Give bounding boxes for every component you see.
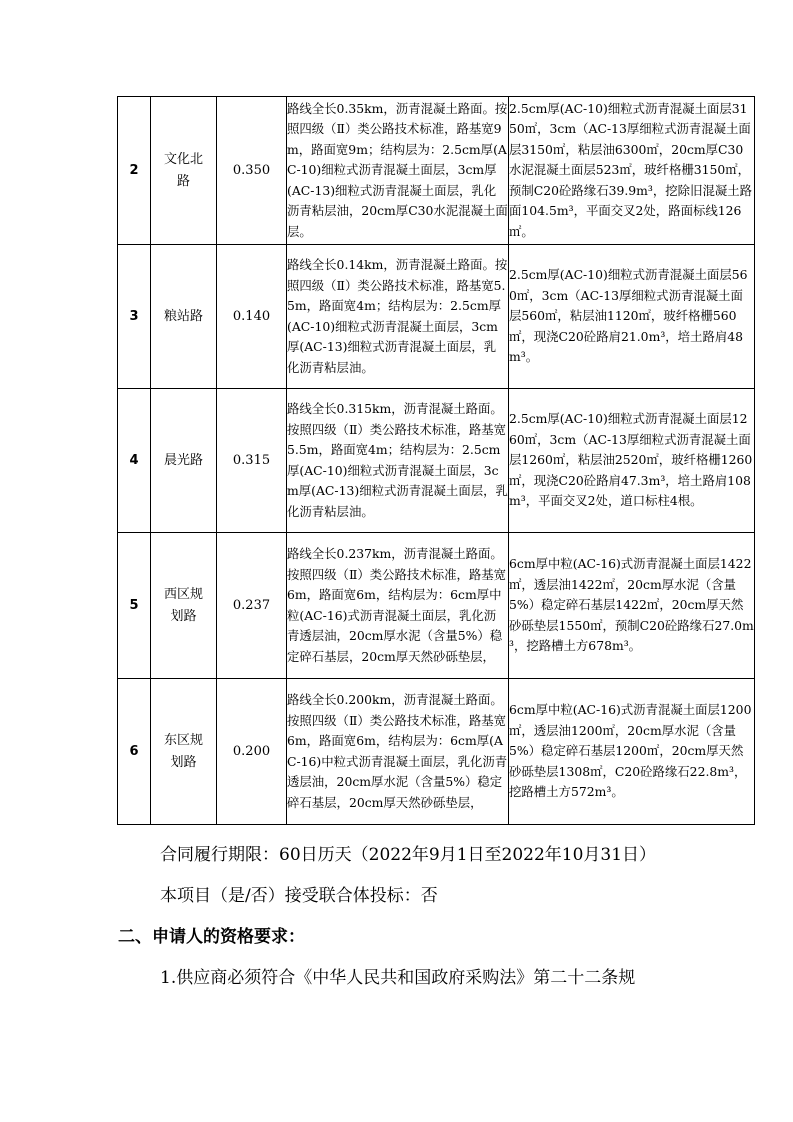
road-length: 0.350 — [217, 97, 287, 245]
contract-period: 合同履行期限：60日历天（2022年9月1日至2022年10月31日） — [160, 845, 657, 865]
row-number: 4 — [118, 389, 151, 533]
row-number: 2 — [118, 97, 151, 245]
row-number: 5 — [118, 533, 151, 679]
table-row — [118, 245, 755, 389]
road-length: 0.315 — [217, 389, 287, 533]
road-name: 晨光路 — [163, 452, 203, 468]
road-length: 0.200 — [217, 679, 287, 825]
construction-description: 路线全长0.14km，沥青混凝土路面。按照四级（Ⅱ）类公路技术标准，路基宽5.5m，路面宽4m；结构层为：2.5cm厚(AC-10)细粒式沥青混凝土面层，3cm厚(AC-13)细粒式沥青混凝土面层，乳化沥青粘层油。 — [287, 245, 509, 389]
quantity-list: 2.5cm厚(AC-10)细粒式沥青混凝土面层3150㎡，3cm（AC-13厚细粒式沥青混凝土面层3150㎡，粘层油6300㎡，20cm厚C30水泥混凝土面层523㎡，玻纤格栅3150㎡，预制C20砼路缘石39.9m³，挖除旧混凝土路面104.5m³，平面交叉2处，路面标线126㎡。 — [509, 97, 755, 245]
row-number: 3 — [118, 245, 151, 389]
table-row — [118, 389, 755, 533]
construction-description: 路线全长0.315km，沥青混凝土路面。按照四级（Ⅱ）类公路技术标准，路基宽5.5m，路面宽4m；结构层为：2.5cm厚(AC-10)细粒式沥青混凝土面层，3cm厚(AC-13)细粒式沥青混凝土面层，乳化沥青粘层油。 — [287, 389, 509, 533]
road-name: 东区规划路 — [163, 732, 203, 770]
road-name: 文化北路 — [163, 151, 203, 189]
project-table — [117, 96, 755, 825]
table-row — [118, 97, 755, 245]
quantity-list: 2.5cm厚(AC-10)细粒式沥青混凝土面层560㎡，3cm（AC-13厚细粒式沥青混凝土面层560㎡，粘层油1120㎡，玻纤格栅560㎡，现浇C20砼路肩21.0m³，培土路肩48m³。 — [509, 245, 755, 389]
table-row — [118, 533, 755, 679]
row-number: 6 — [118, 679, 151, 825]
construction-description: 路线全长0.237km，沥青混凝土路面。按照四级（Ⅱ）类公路技术标准，路基宽6m，路面宽6m，结构层为：6cm厚中粒(AC-16)式沥青混凝土面层，乳化沥青透层油，20cm厚水泥（含量5%）稳定碎石基层，20cm厚天然砂砾垫层， — [287, 533, 509, 679]
quantity-list: 6cm厚中粒(AC-16)式沥青混凝土面层1422㎡，透层油1422㎡，20cm厚水泥（含量5%）稳定碎石基层1422㎡，20cm厚天然砂砾垫层1550㎡，预制C20砼路缘石27.0m³，挖路槽土方678m³。 — [509, 533, 755, 679]
section-heading: 二、申请人的资格要求： — [118, 927, 305, 947]
road-name: 粮站路 — [163, 308, 203, 324]
construction-description: 路线全长0.200km，沥青混凝土路面。按照四级（Ⅱ）类公路技术标准，路基宽6m，路面宽6m，结构层为：6cm厚(AC-16)中粒式沥青混凝土面层，乳化沥青透层油，20cm厚水泥（含量5%）稳定碎石基层，20cm厚天然砂砾垫层， — [287, 679, 509, 825]
road-name: 西区规划路 — [163, 586, 203, 624]
quantity-list: 2.5cm厚(AC-10)细粒式沥青混凝土面层1260㎡，3cm（AC-13厚细粒式沥青混凝土面层1260㎡，粘层油2520㎡，玻纤格栅1260㎡，现浇C20砼路肩47.3m³，培土路肩108m³，平面交叉2处，道口标柱4根。 — [509, 389, 755, 533]
quantity-list: 6cm厚中粒(AC-16)式沥青混凝土面层1200㎡，透层油1200㎡，20cm厚水泥（含量5%）稳定碎石基层1200㎡，20cm厚天然砂砾垫层1308㎡，C20砼路缘石22.8m³，挖路槽土方572m³。 — [509, 679, 755, 825]
road-length: 0.140 — [217, 245, 287, 389]
clause-1: 1.供应商必须符合《中华人民共和国政府采购法》第二十二条规 — [160, 968, 636, 988]
road-length: 0.237 — [217, 533, 287, 679]
joint-bid-statement: 本项目（是/否）接受联合体投标：否 — [160, 886, 438, 906]
construction-description: 路线全长0.35km，沥青混凝土路面。按照四级（Ⅱ）类公路技术标准，路基宽9m，路面宽9m；结构层为：2.5cm厚(AC-10)细粒式沥青混凝土面层，3cm厚(AC-13)细粒式沥青混凝土面层，乳化沥青粘层油，20cm厚C30水泥混凝土面层。 — [287, 97, 509, 245]
table-row — [118, 679, 755, 825]
